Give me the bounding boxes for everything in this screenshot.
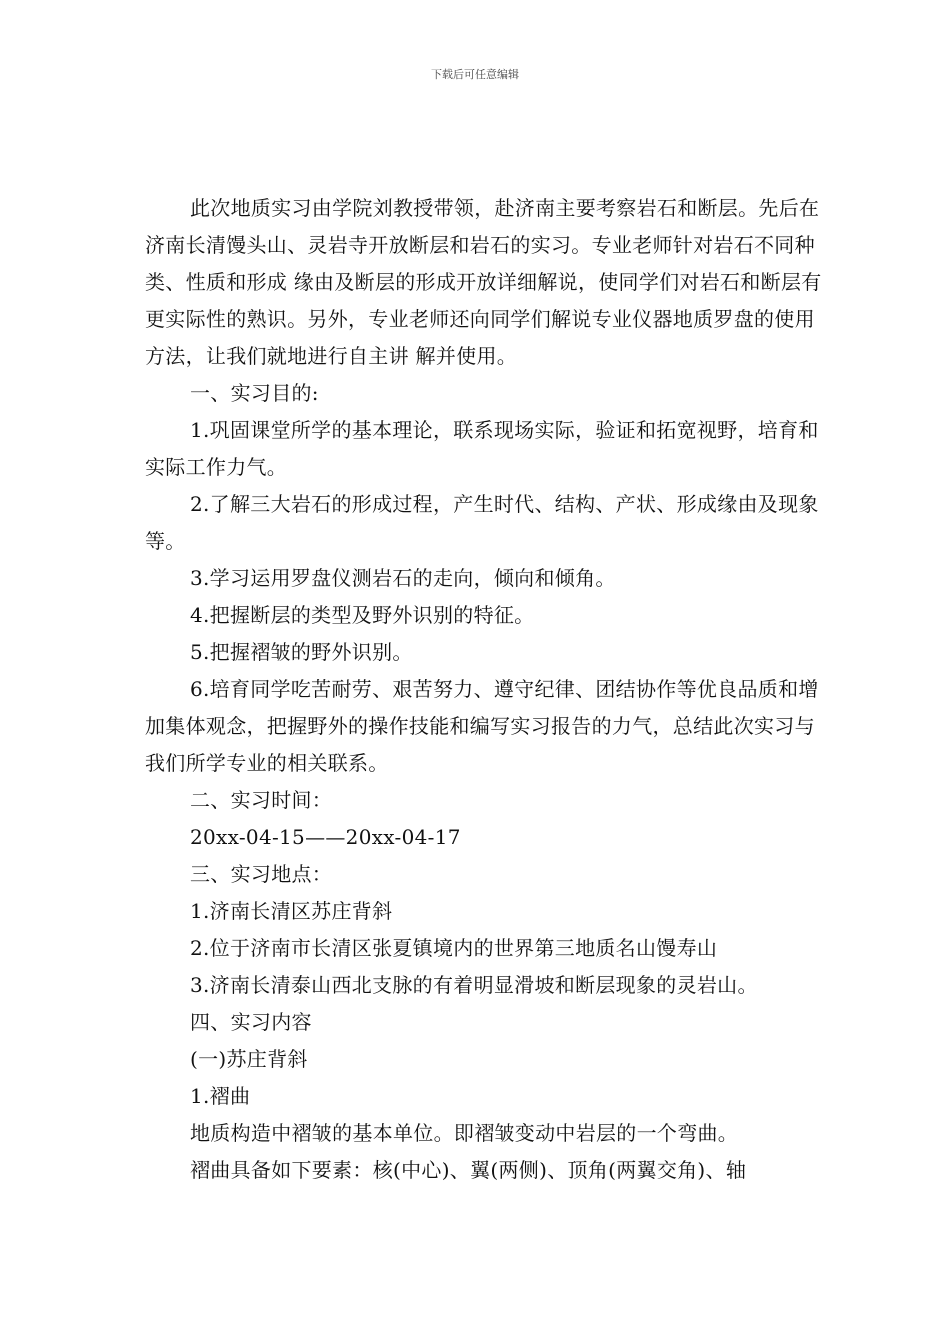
document-body (145, 190, 825, 1189)
section-heading-purpose: 一、实习目的: (190, 381, 319, 405)
elements-paragraph: 褶曲具备如下要素：核(中心)、翼(两侧)、顶角(两翼交角)、轴 (190, 1158, 747, 1182)
subsubsection-heading: 1.褶曲 (190, 1084, 251, 1108)
section-heading-content: 四、实习内容 (190, 1010, 312, 1034)
purpose-item-4: 4.把握断层的类型及野外识别的特征。 (190, 603, 535, 627)
subsection-heading: (一)苏庄背斜 (190, 1047, 308, 1071)
section-heading-location: 三、实习地点： (190, 862, 333, 886)
location-item-1: 1.济南长清区苏庄背斜 (190, 899, 393, 923)
time-range: 20xx-04-15——20xx-04-17 (190, 825, 461, 849)
intro-paragraph: 此次地质实习由学院刘教授带领，赴济南主要考察岩石和断层。先后在济南长清馒头山、灵岩寺开放断层和岩石的实习。专业老师针对岩石不同种类、性质和形成 缘由及断层的形成开放详细解说，使同学们对岩石和断层有更实际性的熟识。另外，专业老师还向同学们解说专业仪器地质罗盘的使用方法，让我们就地进行自主讲 解并使用。 (145, 196, 822, 368)
purpose-item-3: 3.学习运用罗盘仪测岩石的走向，倾向和倾角。 (190, 566, 616, 590)
purpose-item-1: 1.巩固课堂所学的基本理论，联系现场实际，验证和拓宽视野，培育和实际工作力气。 (145, 418, 819, 479)
section-heading-time: 二、实习时间： (190, 788, 333, 812)
location-item-2: 2.位于济南市长清区张夏镇境内的世界第三地质名山馒寿山 (190, 936, 718, 960)
purpose-item-2: 2.了解三大岩石的形成过程，产生时代、结构、产状、形成缘由及现象等。 (145, 492, 819, 553)
purpose-item-5: 5.把握褶皱的野外识别。 (190, 640, 413, 664)
definition-paragraph: 地质构造中褶皱的基本单位。即褶皱变动中岩层的一个弯曲。 (190, 1121, 739, 1145)
page-header: 下载后可任意编辑 (431, 68, 519, 81)
purpose-item-6: 6.培育同学吃苦耐劳、艰苦努力、遵守纪律、团结协作等优良品质和增加集体观念，把握野外的操作技能和编写实习报告的力气，总结此次实习与我们所学专业的相关联系。 (145, 677, 819, 775)
location-item-3: 3.济南长清泰山西北支脉的有着明显滑坡和断层现象的灵岩山。 (190, 973, 758, 997)
